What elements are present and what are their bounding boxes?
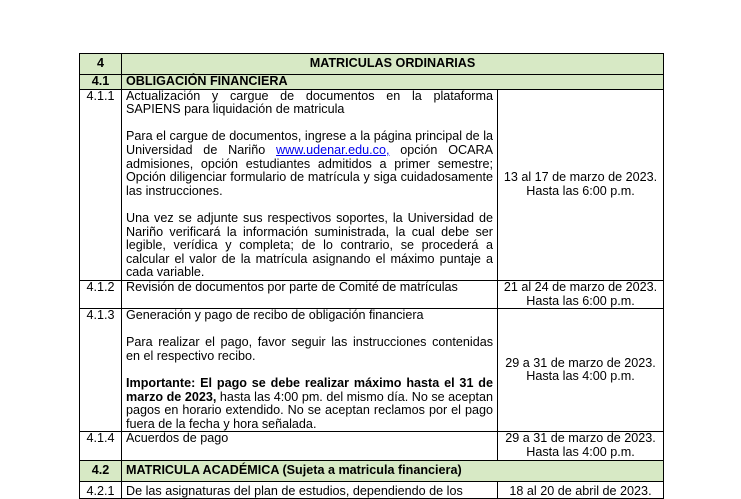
section-title: MATRICULA ACADÉMICA (Sujeta a matricula financiera) [122,460,664,481]
table-row [80,481,664,499]
row-description: Acuerdos de pago [122,432,498,460]
section-number: 4.1 [80,75,122,90]
header-number: 4 [80,54,122,75]
row-date: 29 a 31 de marzo de 2023. Hasta las 4:00 p.m. [498,309,664,432]
section-title: OBLIGACIÓN FINANCIERA [122,75,664,90]
row-description [122,309,498,432]
description-paragraph: Para realizar el pago, favor seguir las instrucciones contenidas en el respectivo recibo. [126,335,493,363]
row-date: 18 al 20 de abril de 2023. [498,481,664,499]
row-date: 29 a 31 de marzo de 2023. Hasta las 4:00 p.m. [498,432,664,460]
section-number: 4.2 [80,460,122,481]
section-row-financial [80,75,664,90]
row-description [122,89,498,280]
row-date: 13 al 17 de marzo de 2023. Hasta las 6:00 p.m. [498,89,664,280]
row-description: Revisión de documentos por parte de Comité de matrículas [122,280,498,308]
row-number: 4.1.3 [80,309,122,432]
section-row-academic [80,460,664,481]
description-paragraph: Actualización y cargue de documentos en la plataforma SAPIENS para liquidación de matricula [126,88,493,117]
row-number: 4.2.1 [80,481,122,499]
description-paragraph: Para el cargue de documentos, ingrese a la página principal de la Universidad de Nariño www.udenar.edu.co, opción OCARA admisiones, opción estudiantes admitidos a primer semestre; Opción diligenciar formulario de matrícula y siga cuidadosamente las instrucciones. [126,129,493,198]
table-row [80,280,664,308]
row-description: De las asignaturas del plan de estudios, dependiendo de los [122,481,498,499]
udenar-link[interactable]: www.udenar.edu.co, [276,142,390,157]
row-number: 4.1.4 [80,432,122,460]
table-row [80,89,664,280]
row-date: 21 al 24 de marzo de 2023. Hasta las 6:00 p.m. [498,280,664,308]
description-paragraph: Generación y pago de recibo de obligación financiera [126,308,424,323]
description-paragraph: Importante: El pago se debe realizar máximo hasta el 31 de marzo de 2023, hasta las 4:00 pm. del mismo día. No se aceptan pagos en horario extendido. No se aceptan reclamos por el pago fuera de la fecha y hora señalada. [126,376,493,431]
description-paragraph: Una vez se adjunte sus respectivos soportes, la Universidad de Nariño verificará la información suministrada, la cual debe ser legible, verídica y completa; de lo contrario, se procederá a calcular el valor de la matrícula asignando el máximo puntaje a cada variable. [126,210,493,280]
table-header-row [80,54,664,75]
header-title: MATRICULAS ORDINARIAS [122,54,664,75]
schedule-table [79,53,664,499]
table-row [80,309,664,432]
table-row [80,432,664,460]
row-number: 4.1.1 [80,89,122,280]
row-number: 4.1.2 [80,280,122,308]
